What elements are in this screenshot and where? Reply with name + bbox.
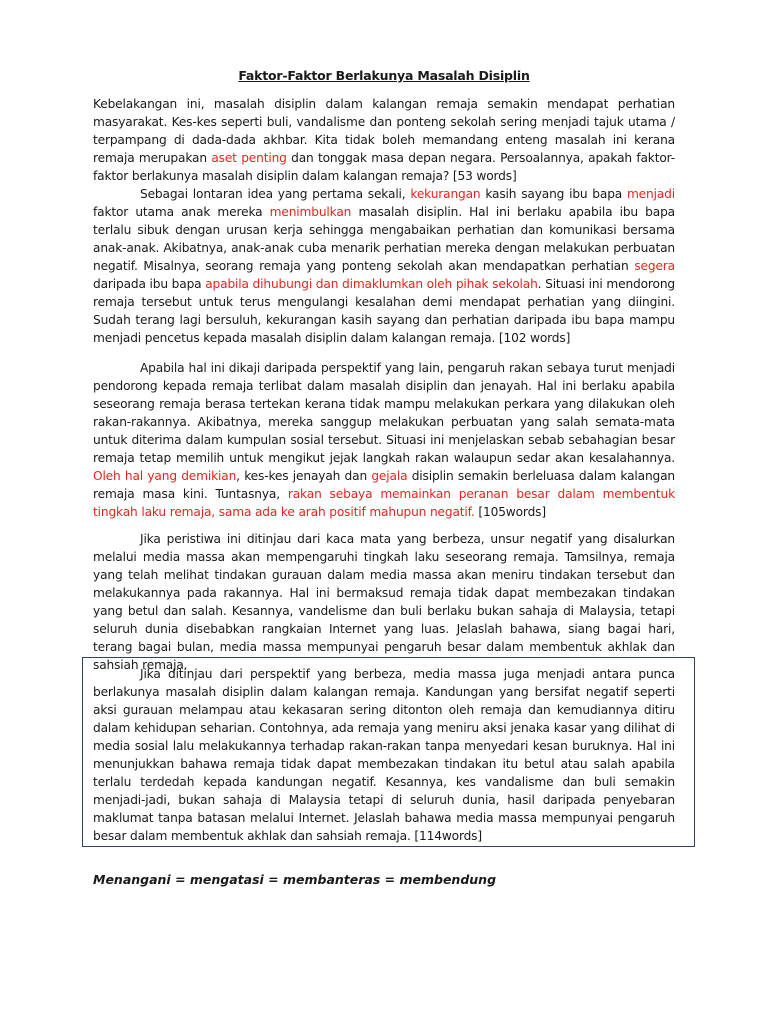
highlighted-phrase: segera [634,259,675,273]
highlighted-phrase: apabila dihubungi dan dimaklumkan oleh pihak sekolah [205,277,538,291]
paragraph-point-3 [93,530,675,674]
boxed-paragraph-frame [82,657,695,847]
paragraph-text: kasih sayang ibu bapa [480,187,627,201]
paragraph-text: . Situasi ini mendorong remaja tersebut untuk terus mengulangi kesalahan demi mendapat perhatian yang diingini. Sudah terang lagi bersuluh, kekurangan kasih sayang dan perhatian daripada ibu bapa mampu menjadi pencetus kepada masalah disiplin dalam kalangan remaja. [102 words] [93,277,675,345]
paragraph-text: Kebelakangan ini, masalah disiplin dalam kalangan remaja semakin mendapat perhatian masyarakat. Kes-kes seperti buli, vandalisme dan ponteng sekolah sering menjadi tajuk utama / terpampang di dada-dada akhbar. Kita tidak boleh memandang enteng masalah ini kerana remaja merupakan [93,97,675,165]
paragraph-point-4-boxed [93,665,675,845]
paragraph-text: [105words] [474,505,546,519]
paragraph-text: , kes-kes jenayah dan [236,469,372,483]
paragraph-text: Jika peristiwa ini ditinjau dari kaca mata yang berbeza, unsur negatif yang disalurkan melalui media massa akan mempengaruhi tingkah laku seseorang remaja. Tamsilnya, remaja yang telah melihat tindakan gurauan dalam media massa akan meniru tindakan tersebut dan melakukannya pada rakannya. Hal ini bermaksud remaja tidak dapat membezakan tindakan yang betul dan salah. Kesannya, vandelisme dan buli berlaku bukan sahaja di Malaysia, tetapi seluruh dunia disebabkan rangkaian Internet yang luas. Jelaslah bahawa, siang bagai hari, terang bagai bulan, media massa mempunyai pengaruh besar dalam membentuk akhlak dan sahsiah remaja. [93,532,675,672]
highlighted-phrase: gejala [371,469,408,483]
paragraph-introduction [93,95,675,185]
paragraph-text: dan tonggak masa depan negara. Persoalannya, apakah faktor-faktor berlakunya masalah disiplin dalam kalangan remaja? [53 words] [93,151,675,183]
paragraph-text: Jika ditinjau dari perspektif yang berbeza, media massa juga menjadi antara punca berlakunya masalah disiplin dalam kalangan remaja. Kandungan yang bersifat negatif seperti aksi gurauan melampau atau kekasaran sering ditonton oleh remaja dan kemudiannya ditiru dalam kehidupan seharian. Contohnya, ada remaja yang meniru aksi jenaka kasar yang dilihat di media sosial lalu melakukannya terhadap rakan-rakan tanpa menyedari kesan buruknya. Hal ini menunjukkan bahawa remaja tidak dapat membezakan tindakan itu betul atau salah apabila terlalu terdedah kepada kandungan negatif. Kesannya, kes vandalisme dan buli semakin menjadi-jadi, bukan sahaja di Malaysia tetapi di seluruh dunia, hasil daripada penyebaran maklumat tanpa batasan melalui Internet. Jelaslah bahawa media massa mempunyai pengaruh besar dalam membentuk akhlak dan sahsiah remaja. [114words] [93,667,675,843]
footer-synonyms-note: Menangani = mengatasi = membanteras = membendung [93,872,497,887]
highlighted-phrase: menjadi [626,187,675,201]
highlighted-phrase: kekurangan [410,187,481,201]
paragraph-point-2 [93,359,675,521]
paragraph-text: daripada ibu bapa [93,277,206,291]
paragraph-text: Sebagai lontaran idea yang pertama sekali, [140,187,411,201]
paragraph-text: disiplin semakin berleluasa dalam kalangan remaja masa kini. Tuntasnya, [93,469,675,501]
paragraph-point-1 [93,185,675,347]
paragraph-text: Apabila hal ini dikaji daripada perspektif yang lain, pengaruh rakan sebaya turut menjadi pendorong kepada remaja terlibat dalam masalah disiplin dan jenayah. Hal ini berlaku apabila seseorang remaja berasa tertekan kerana tidak mampu melakukan perkara yang dilakukan oleh rakan-rakannya. Akibatnya, mereka sanggup melakukan perbuatan yang salah semata-mata untuk diterima dalam kumpulan sosial tersebut. Situasi ini menjelaskan sebab sebahagian besar remaja tetap memilih untuk mengikut jejak langkah rakan walaupun sedar akan kesalahannya. [93,361,675,465]
highlighted-phrase: rakan sebaya memainkan peranan besar dalam membentuk tingkah laku remaja, sama ada ke arah positif mahupun negatif. [93,487,675,519]
highlighted-phrase: Oleh hal yang demikian [93,469,237,483]
document-title: Faktor-Faktor Berlakunya Masalah Disiplin [238,68,530,83]
paragraph-text: faktor utama anak mereka [93,205,270,219]
paragraph-text: masalah disiplin. Hal ini berlaku apabila ibu bapa terlalu sibuk dengan urusan kerja sehingga mengabaikan perhatian dan komunikasi bersama anak-anak. Akibatnya, anak-anak cuba menarik perhatian mereka dengan melakukan perbuatan negatif. Misalnya, seorang remaja yang ponteng sekolah akan mendapatkan perhatian [93,205,675,273]
highlighted-phrase: menimbulkan [269,205,352,219]
highlighted-phrase: aset penting [211,151,287,165]
